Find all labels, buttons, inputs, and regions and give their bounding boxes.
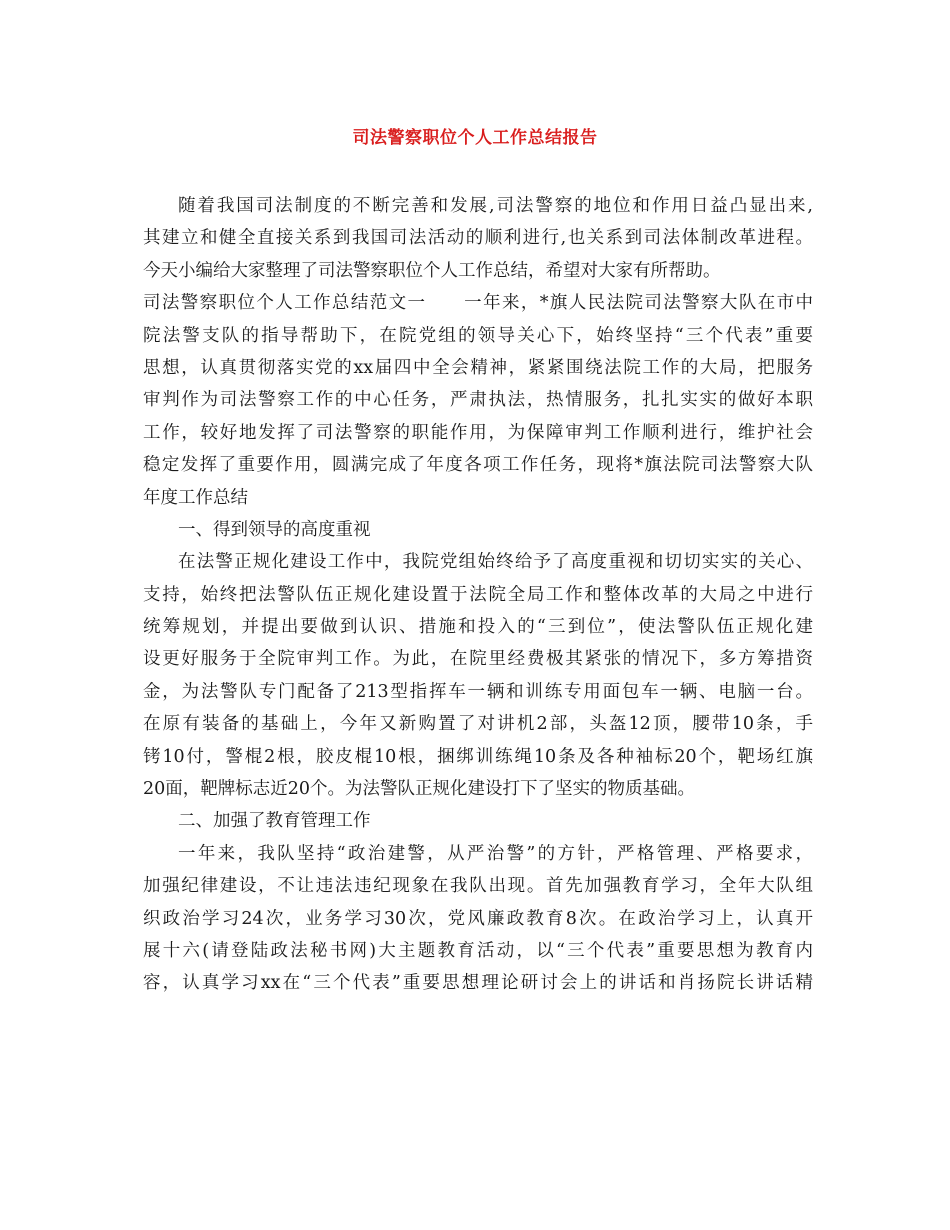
paragraph-line: 在原有装备的基础上，今年又新购置了对讲机2部，头盔12顶，腰带10条，手	[143, 714, 813, 735]
section-heading: 一、得到领导的高度重视	[178, 519, 371, 540]
paragraph-line: 加强纪律建设，不让违法违纪现象在我队出现。首先加强教育学习，全年大队组	[143, 876, 813, 897]
paragraph-line: 司法警察职位个人工作总结范文一 一年来，*旗人民法院司法警察大队在市中	[143, 293, 813, 314]
paragraph-line: 铐10付，警棍2根，胶皮棍10根，捆绑训练绳10条及各种袖标20个，靶场红旗	[143, 746, 813, 767]
paragraph-line: 设更好服务于全院审判工作。为此，在院里经费极其紧张的情况下，多方筹措资	[143, 649, 813, 670]
paragraph-line: 今天小编给大家整理了司法警察职位个人工作总结，希望对大家有所帮助。	[143, 260, 721, 281]
paragraph-line: 织政治学习24次，业务学习30次，党风廉政教育8次。在政治学习上，认真开	[143, 908, 813, 929]
paragraph-line: 在法警正规化建设工作中，我院党组始终给予了高度重视和切切实实的关心、	[178, 552, 813, 573]
paragraph-line: 工作，较好地发挥了司法警察的职能作用，为保障审判工作顺利进行，维护社会	[143, 422, 813, 443]
paragraph-line: 审判作为司法警察工作的中心任务，严肃执法，热情服务，扎扎实实的做好本职	[143, 390, 813, 411]
paragraph-line: 容，认真学习xx在“三个代表”重要思想理论研讨会上的讲话和肖扬院长讲话精	[143, 973, 813, 994]
paragraph-line: 展十六(请登陆政法秘书网)大主题教育活动，以“三个代表”重要思想为教育内	[143, 940, 813, 961]
paragraph-line: 思想，认真贯彻落实党的xx届四中全会精神，紧紧围绕法院工作的大局，把服务	[143, 357, 813, 378]
document-title: 司法警察职位个人工作总结报告	[352, 128, 598, 148]
paragraph-line: 一年来，我队坚持“政治建警，从严治警”的方针，严格管理、严格要求，	[178, 843, 813, 864]
paragraph-line: 20面，靶牌标志近20个。为法警队正规化建设打下了坚实的物质基础。	[143, 779, 696, 800]
paragraph-line: 金，为法警队专门配备了213型指挥车一辆和训练专用面包车一辆、电脑一台。	[143, 681, 813, 702]
paragraph-line: 院法警支队的指导帮助下，在院党组的领导关心下，始终坚持“三个代表”重要	[143, 325, 813, 346]
paragraph-line: 支持，始终把法警队伍正规化建设置于法院全局工作和整体改革的大局之中进行	[143, 584, 813, 605]
paragraph-line: 年度工作总结	[143, 487, 248, 508]
paragraph-line: 其建立和健全直接关系到我国司法活动的顺利进行,也关系到司法体制改革进程。	[143, 228, 813, 249]
paragraph-line: 统筹规划，并提出要做到认识、措施和投入的“三到位”，使法警队伍正规化建	[143, 617, 813, 638]
paragraph-line: 稳定发挥了重要作用，圆满完成了年度各项工作任务，现将*旗法院司法警察大队	[143, 455, 813, 476]
section-heading: 二、加强了教育管理工作	[178, 811, 371, 832]
paragraph-line: 随着我国司法制度的不断完善和发展,司法警察的地位和作用日益凸显出来,	[178, 196, 813, 216]
document-body	[143, 190, 813, 1000]
